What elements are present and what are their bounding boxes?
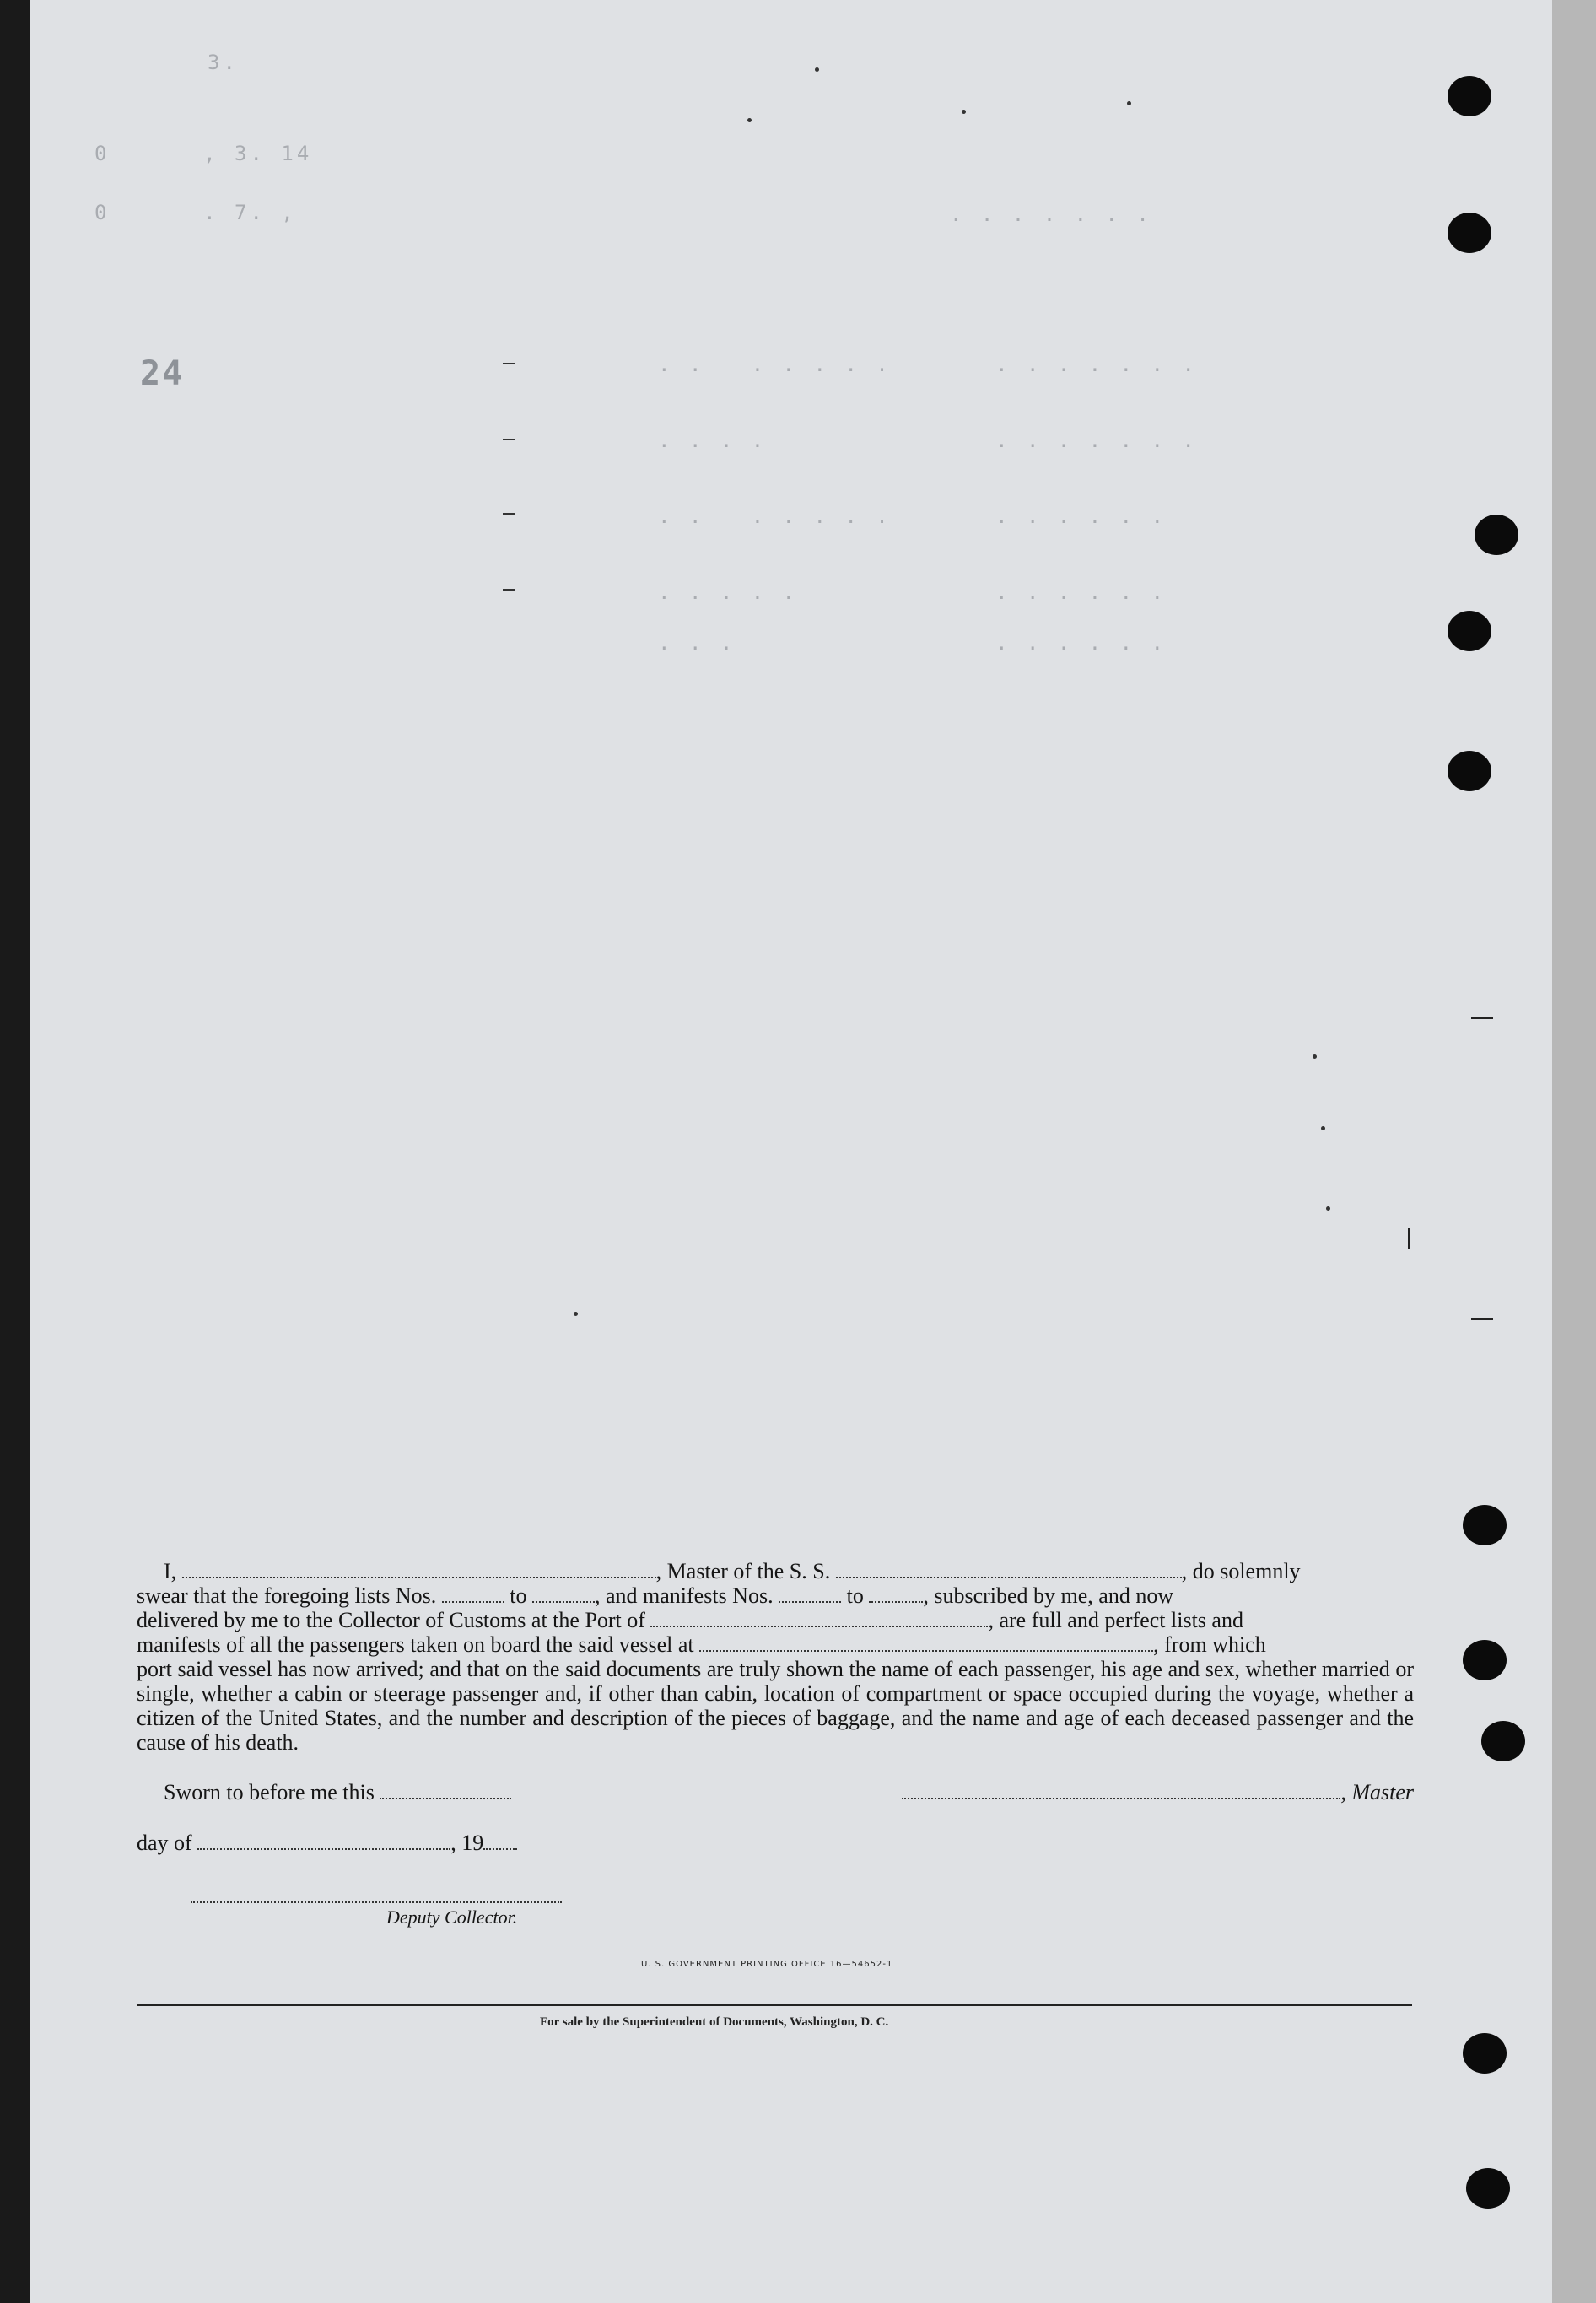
oath-manifests-all: manifests of all the passengers taken on board the said vessel at xyxy=(137,1632,694,1657)
oath-delivered: delivered by me to the Collector of Customs at the Port of xyxy=(137,1608,645,1632)
footer-rule xyxy=(137,2004,1412,2006)
manifests-to-field[interactable] xyxy=(869,1586,923,1603)
oath-subscribed: , subscribed by me, and now xyxy=(923,1583,1174,1608)
oath-i: I, xyxy=(164,1559,177,1583)
punch-hole xyxy=(1463,2033,1507,2074)
punch-hole xyxy=(1448,76,1491,116)
lists-to-field[interactable] xyxy=(532,1586,595,1603)
punch-hole xyxy=(1463,1505,1507,1545)
binding-strip xyxy=(1552,0,1596,2303)
speck xyxy=(1321,1126,1325,1130)
speck xyxy=(815,67,819,72)
oath-to-2: to xyxy=(846,1583,864,1608)
year-field[interactable] xyxy=(483,1833,517,1850)
oath-from-which: , from which xyxy=(1153,1632,1266,1657)
master-signature-field[interactable] xyxy=(902,1783,1340,1799)
sworn-text: Sworn to before me this xyxy=(164,1780,375,1804)
day-of-field[interactable] xyxy=(197,1833,450,1850)
punch-hole xyxy=(1448,213,1491,253)
oath-swear: swear that the foregoing lists Nos. xyxy=(137,1583,437,1608)
bleed-text-line-1: 3. xyxy=(208,51,239,74)
departure-port-field[interactable] xyxy=(699,1635,1153,1652)
day-of-row xyxy=(137,1831,517,1856)
master-label: , Master xyxy=(1340,1780,1414,1804)
punch-hole xyxy=(1448,751,1491,791)
punch-hole xyxy=(1475,515,1518,555)
bleed-text-line-3: 0 . 7. , xyxy=(94,201,297,224)
bleed-text-line-2: 0 , 3. 14 xyxy=(94,142,313,165)
document-page: 3. 0 , 3. 14 0 . 7. , . . . . . . . 24 . . . . . . . . . . . . . . . . . . . . . . . . . . . . . . . . . . . . . . . . . . . . . . . . . . . . . . . . . . I, , Master of the S. S. , do solemnly swear that the foregoing lists Nos. to , and manifests Nos. to , subscribed by me, and now delivered by me to the Collector of Customs at the Port of , are full and perfect lists and manifests of all the passengers taken on board the said vessel at , from which port said vessel has now arrived; and that on the said documents are truly shown the name of each passenger, his age and sex, whether married or single, whether a cabin or steerage passenger and, if other than cabin, location of compartment or space occupied during the voyage, whether a citizen of the United States, and the number and description of the pieces of baggage, and the name and age of each deceased passenger and the cause of his death. Sworn to before me this , Master day of , 19 Deputy Collector. U. S. GOVERNMENT PRINTING OFFICE 16—54652-1 For sale by the Superintendent of Documents, Washington, D. C. xyxy=(30,0,1552,2303)
punch-hole xyxy=(1481,1721,1525,1761)
ship-name-field[interactable] xyxy=(836,1561,1182,1578)
speck xyxy=(747,118,752,122)
punch-hole xyxy=(1448,611,1491,651)
oath-do-solemnly: , do solemnly xyxy=(1181,1559,1301,1583)
year-label: , 19 xyxy=(450,1831,484,1855)
sworn-day-field[interactable] xyxy=(380,1783,511,1799)
master-name-field[interactable] xyxy=(182,1561,656,1578)
oath-are-full: , are full and perfect lists and xyxy=(988,1608,1243,1632)
bleed-text-line-4: . . . . . . . xyxy=(950,202,1152,226)
edge-tick xyxy=(1408,1228,1410,1249)
oath-master-of-ss: , Master of the S. S. xyxy=(655,1559,831,1583)
speck xyxy=(1127,101,1131,105)
speck xyxy=(1326,1206,1330,1211)
punch-hole xyxy=(1466,2168,1510,2209)
deputy-collector-label: Deputy Collector. xyxy=(386,1907,518,1928)
speck xyxy=(574,1312,578,1316)
edge-dash xyxy=(1471,1318,1493,1320)
punch-hole xyxy=(1463,1640,1507,1680)
bleed-mark-24: 24 xyxy=(140,354,185,393)
lists-from-field[interactable] xyxy=(442,1586,504,1603)
oath-to-1: to xyxy=(510,1583,527,1608)
speck xyxy=(1313,1054,1317,1059)
oath-body-text: port said vessel has now arrived; and that on the said documents are truly shown the name of each passenger, his age and sex, whether married or single, whether a cabin or steerage passenger and, if other than cabin, location of compartment or space occupied during the voyage, whether a citizen of the United States, and the number and description of the pieces of baggage, and the name and age of each deceased passenger and the cause of his death. xyxy=(137,1657,1414,1755)
port-field[interactable] xyxy=(650,1610,988,1627)
gpo-imprint: U. S. GOVERNMENT PRINTING OFFICE 16—54652-1 xyxy=(641,1960,893,1969)
deputy-signature-line[interactable] xyxy=(191,1901,562,1903)
oath-and-manifests: , and manifests Nos. xyxy=(595,1583,774,1608)
speck xyxy=(962,110,966,114)
oath-paragraph xyxy=(137,1559,1414,1755)
manifests-from-field[interactable] xyxy=(779,1586,841,1603)
edge-dash xyxy=(1471,1017,1493,1019)
day-of-label: day of xyxy=(137,1831,192,1855)
sale-notice: For sale by the Superintendent of Documents, Washington, D. C. xyxy=(540,2015,889,2029)
